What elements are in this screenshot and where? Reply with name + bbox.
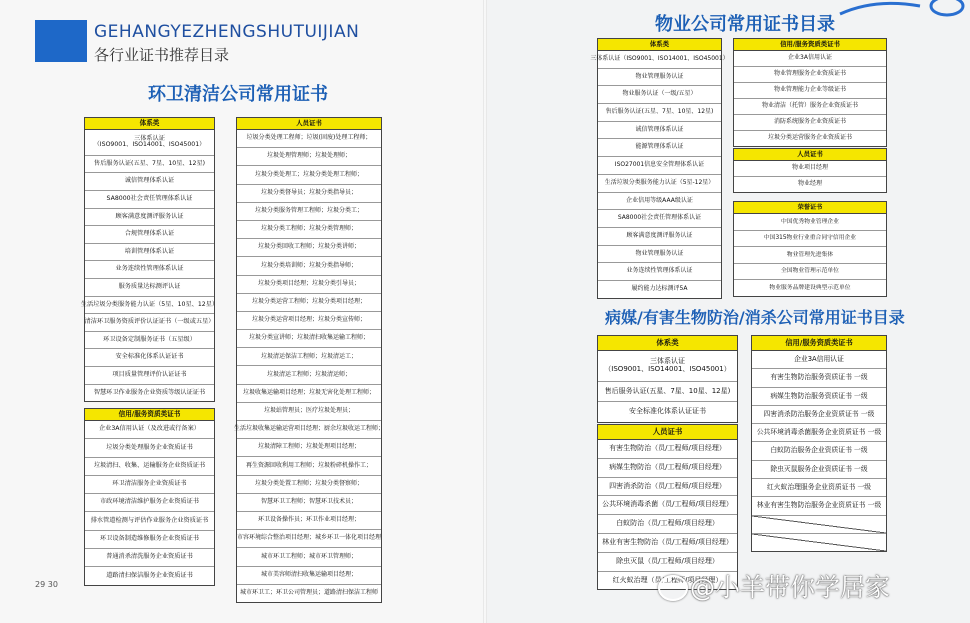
table-row: 垃圾站管理员；医疗垃圾处理员； bbox=[237, 403, 381, 421]
page-number: 29 30 bbox=[35, 580, 58, 589]
table-row: 售后服务认证(五星、7星、10星、12星) bbox=[598, 104, 721, 122]
property-credit-table bbox=[733, 38, 887, 147]
table-row: 四害消杀防治服务企业资质证书 一级 bbox=[752, 406, 886, 424]
table-row: 垃圾分类督导员；垃圾分类指导员； bbox=[237, 185, 381, 203]
table-row: 垃圾分类服务管理工程师；垃圾分类工； bbox=[237, 203, 381, 221]
pest-title: 病媒/有害生物防治/消杀公司常用证书目录 bbox=[605, 308, 905, 327]
table-row: 白蚁防治服务企业资质证书 一级 bbox=[752, 442, 886, 460]
table-row: 垃圾分类运营工程师；垃圾分类项目经理； bbox=[237, 294, 381, 312]
table-row: 垃圾分类处理工；垃圾分类处理工程师； bbox=[237, 166, 381, 184]
table-row: 企业3A信用认证 bbox=[752, 351, 886, 369]
table-row: 垃圾清障工程师；垃圾处理项目经理； bbox=[237, 439, 381, 457]
table-row: 普通消杀清洗服务企业资质证书 bbox=[85, 549, 214, 567]
table-row: 四害消杀防治（员/工程师/项目经理） bbox=[598, 478, 737, 497]
table-row: 垃圾分类回收工程师；垃圾分类讲师； bbox=[237, 239, 381, 257]
table-row: 全国物业管理示范单位 bbox=[734, 264, 886, 281]
table-row: 物业管理服务认证 bbox=[598, 69, 721, 87]
sanitation-credit-table bbox=[84, 408, 215, 586]
table-row: 合规管理体系认证 bbox=[85, 226, 214, 244]
table-row: 生活垃圾分类服务能力认证（5星-12星） bbox=[598, 175, 721, 193]
property-title: 物业公司常用证书目录 bbox=[655, 14, 835, 35]
table-row: 安全标准化体系认证证书 bbox=[629, 407, 706, 416]
table-header: 信用/服务资质类证书 bbox=[85, 409, 214, 421]
table-row: 病媒生物防治服务资质证书 一级 bbox=[752, 388, 886, 406]
table-row: 安全标准化体系认证证书 bbox=[85, 349, 214, 367]
table-row: 业务连续性管理体系认证 bbox=[598, 263, 721, 281]
table-row: 清洁环卫服务资质评价认证证书（一级或五星） bbox=[85, 314, 214, 332]
table-header: 体系类 bbox=[598, 336, 737, 351]
table-row: 企业3A信用认证（及改进或行备案） bbox=[85, 421, 214, 439]
table-row: 顾客满意度测评服务认证 bbox=[85, 209, 214, 227]
table-row: 垃圾分类宣讲师；垃圾清扫收集运输工程师； bbox=[237, 330, 381, 348]
table-row: 林业有害生物防治服务企业资质证书 一级 bbox=[752, 497, 886, 515]
table-row: 垃圾清扫、收集、运输服务企业资质证书 bbox=[85, 458, 214, 476]
table-header: 人员证书 bbox=[237, 118, 381, 130]
pest-credit-table bbox=[751, 335, 887, 552]
property-system-table bbox=[590, 38, 729, 299]
table-row: 垃圾分类处置工程师；垃圾分类督察师； bbox=[237, 476, 381, 494]
watermark-icon bbox=[658, 575, 688, 601]
table-row: 市政环境清洁维护服务企业资质证书 bbox=[85, 494, 214, 512]
table-row: 诚信管理体系认证 bbox=[598, 122, 721, 140]
pest-personnel-table bbox=[597, 424, 738, 590]
table-row: 垃圾收集运输项目经理；垃圾无害化处理工程师； bbox=[237, 385, 381, 403]
table-row: 生活垃圾收集运输运营项目经理；厨余垃圾收运工程师； bbox=[237, 421, 381, 439]
table-row: 有害生物防治（员/工程师/项目经理） bbox=[598, 440, 737, 459]
sanitation-title: 环卫清洁公司常用证书 bbox=[148, 84, 328, 105]
table-row: 除虫灭鼠（员/工程师/项目经理） bbox=[598, 553, 737, 572]
table-row: 三体系认证（ISO9001、ISO14001、ISO45001） bbox=[598, 51, 721, 69]
table-row: 物业管理能力企业等级证书 bbox=[734, 83, 886, 99]
table-row: 再生资源回收利用工程师；垃圾粉碎机操作工； bbox=[237, 457, 381, 475]
table-row: 环卫清洁服务企业资质证书 bbox=[85, 476, 214, 494]
table-row: 诚信管理体系认证 bbox=[85, 173, 214, 191]
table-row: 红火蚁治理服务企业资质证书 一级 bbox=[752, 479, 886, 497]
table-row: 市容环境综合整治项目经理；城乡环卫一体化项目经理 bbox=[237, 530, 381, 548]
table-row: 病媒生物防治（员/工程师/项目经理） bbox=[598, 459, 737, 478]
table-row: 环卫设备制造维修服务企业资质证书 bbox=[85, 531, 214, 549]
table-header: 信用/服务资质类证书 bbox=[734, 39, 886, 51]
table-header: 体系类 bbox=[85, 118, 214, 130]
table-row bbox=[752, 516, 886, 534]
property-honor-table bbox=[733, 201, 887, 297]
table-row: 物业管理先进集体 bbox=[734, 247, 886, 264]
table-row: 企业信用等级AAA级认证 bbox=[598, 193, 721, 211]
table-row: 物业管理服务认证 bbox=[598, 246, 721, 264]
table-row: SA8000社会责任管理体系认证 bbox=[85, 191, 214, 209]
table-row: 城市环卫工程师；城市环卫管理师； bbox=[237, 548, 381, 566]
table-row: 道路清扫保洁服务企业资质证书 bbox=[106, 571, 193, 579]
table-row: ISO27001信息安全管理体系认证 bbox=[598, 157, 721, 175]
table-row: 生活垃圾分类服务能力认证（5星、10星、12星） bbox=[85, 297, 214, 315]
table-row: 公共环境消毒杀菌服务企业资质证书 一级 bbox=[752, 424, 886, 442]
table-row: 环卫设备操作员；环卫作业项目经理； bbox=[237, 512, 381, 530]
table-row: 环卫设备定制服务证书（五星级） bbox=[85, 332, 214, 350]
table-row: 垃圾分类运营项目经理；垃圾分类宣传师； bbox=[237, 312, 381, 330]
table-row: 中国315物业行业重合同守信用企业 bbox=[734, 231, 886, 248]
table-row: 白蚁防治（员/工程师/项目经理） bbox=[598, 515, 737, 534]
table-row: 能源管理体系认证 bbox=[598, 139, 721, 157]
table-row: 物业经理 bbox=[797, 180, 822, 188]
table-row: 物业服务品牌建设典型示范单位 bbox=[769, 284, 851, 291]
table-row: 垃圾分类处理工程师；垃圾(固废)处理工程师； bbox=[237, 130, 381, 148]
table-row: 消防系统服务企业资质证书 bbox=[734, 115, 886, 131]
table-row: 物业清洁（托管）服务企业资质证书 bbox=[734, 99, 886, 115]
brand-logo-block bbox=[35, 20, 87, 62]
table-row: 垃圾分类运营服务企业资质证书 bbox=[767, 134, 852, 142]
table-row: 垃圾清运保洁工程师；垃圾清运工； bbox=[237, 348, 381, 366]
table-row: 服务质量达标测评认证 bbox=[85, 279, 214, 297]
table-row: 垃圾分类项目经理；垃圾分类引导员； bbox=[237, 276, 381, 294]
table-row: SA8000社会责任管理体系认证 bbox=[598, 210, 721, 228]
table-row: 垃圾清运工程师；垃圾清运师； bbox=[237, 366, 381, 384]
table-row: 售后服务认证(五星、7星、10星、12星) bbox=[85, 156, 214, 174]
table-row: 智慧环卫作业服务企业资质等级认证证书 bbox=[93, 388, 206, 396]
brand-logo-icon bbox=[835, 0, 970, 18]
watermark-text: @小羊带你学居家 bbox=[690, 573, 891, 602]
property-personnel-table bbox=[733, 148, 887, 193]
table-row: 智慧环卫工程师；智慧环卫技术员； bbox=[237, 494, 381, 512]
table-header: 人员证书 bbox=[598, 425, 737, 440]
table-row: 中国优秀物业管理企业 bbox=[734, 214, 886, 231]
table-row: 物业项目经理 bbox=[734, 161, 886, 177]
table-row: 城市环卫工；环卫公司管理员；道路清扫保洁工程师 bbox=[239, 588, 378, 596]
table-header: 信用/服务资质类证书 bbox=[752, 336, 886, 351]
table-row bbox=[752, 534, 886, 551]
table-row: 物业服务认证（一级/五星） bbox=[598, 86, 721, 104]
table-row: 林业有害生物防治（员/工程师/项目经理） bbox=[598, 534, 737, 553]
table-row: 企业3A信用认证 bbox=[734, 51, 886, 67]
sanitation-system-table bbox=[80, 117, 219, 402]
table-row: 售后服务认证(五星、7星、10星、12星) bbox=[598, 382, 737, 403]
table-row: 项目质量管理评价认证证书 bbox=[85, 367, 214, 385]
table-row: 除虫灭鼠服务企业资质证书 一级 bbox=[752, 461, 886, 479]
table-row: 三体系认证 （ISO9001、ISO14001、ISO45001） bbox=[598, 351, 737, 382]
table-row: 垃圾分类工程师；垃圾分类管理师； bbox=[237, 221, 381, 239]
sanitation-personnel-table bbox=[234, 117, 385, 603]
table-row: 物业管理服务企业资质证书 bbox=[734, 67, 886, 83]
table-row: 红火蚁治理（员/工程师/项目经理） bbox=[612, 575, 723, 584]
table-header: 荣誉证书 bbox=[734, 202, 886, 214]
table-row: 垃圾分类培训师；垃圾分类指导师； bbox=[237, 257, 381, 275]
brand-title-cn: 各行业证书推荐目录 bbox=[94, 46, 230, 64]
pest-system-table bbox=[597, 335, 738, 423]
table-row: 城市美容师清扫收集运输项目经理； bbox=[237, 567, 381, 585]
table-row: 业务连续性管理体系认证 bbox=[85, 261, 214, 279]
table-row: 三体系认证 （ISO9001、ISO14001、ISO45001） bbox=[85, 130, 214, 156]
table-row: 顾客满意度测评服务认证 bbox=[598, 228, 721, 246]
table-row: 排水管道检测与评估作业服务企业资质证书 bbox=[85, 512, 214, 530]
table-row: 有害生物防治服务资质证书 一级 bbox=[752, 369, 886, 387]
table-header: 体系类 bbox=[598, 39, 721, 51]
table-row: 履约能力达标测评5A bbox=[631, 284, 688, 292]
table-row: 垃圾分类处理服务企业资质证书 bbox=[85, 439, 214, 457]
table-row: 公共环境消毒杀菌（员/工程师/项目经理） bbox=[598, 496, 737, 515]
table-row: 培训管理体系认证 bbox=[85, 244, 214, 262]
book-spine bbox=[483, 0, 487, 623]
table-header: 人员证书 bbox=[734, 149, 886, 161]
table-row: 垃圾处理管理师；垃圾处理师； bbox=[237, 148, 381, 166]
brand-title-en: GEHANGYEZHENGSHUTUIJIAN bbox=[94, 22, 360, 42]
